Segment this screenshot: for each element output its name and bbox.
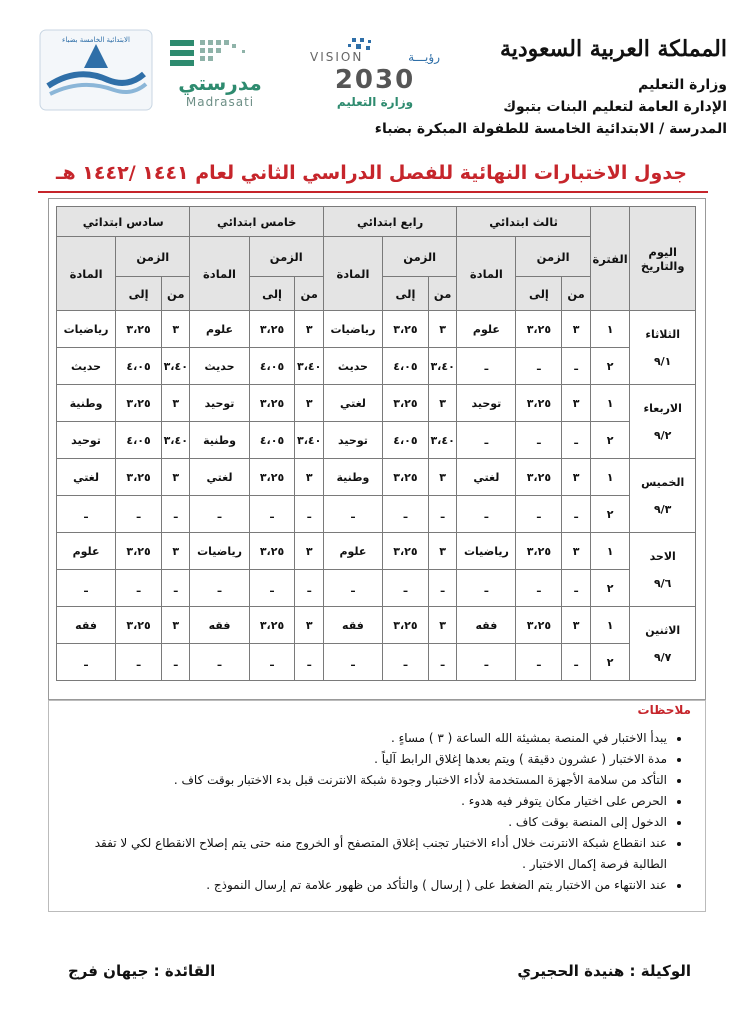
- document-header: [0, 22, 743, 150]
- madrasati-english: Madrasati: [185, 95, 255, 109]
- table-row: [57, 607, 696, 644]
- day-name: الاحد: [649, 549, 676, 563]
- day-date-cell: [630, 459, 696, 533]
- ministry-logo-text: وزارة التعليم: [336, 95, 414, 109]
- to-time-cell: ـ: [116, 570, 162, 607]
- subject-cell: رياضيات: [190, 533, 249, 570]
- title-underline: [38, 191, 708, 193]
- subject-cell: ـ: [190, 496, 249, 533]
- day-date: ٩/٢: [653, 428, 672, 442]
- from-time-cell: ٣: [562, 459, 590, 496]
- madrasati-logo: [160, 36, 280, 116]
- subject-cell: ـ: [57, 570, 116, 607]
- subject-cell: توحيد: [190, 385, 249, 422]
- table-row: [57, 385, 696, 422]
- subject-cell: ـ: [190, 644, 249, 681]
- to-time-cell: ـ: [249, 570, 295, 607]
- from-time-cell: ـ: [428, 644, 456, 681]
- to-time-cell: ٣،٢٥: [382, 459, 428, 496]
- to-time-cell: ـ: [249, 496, 295, 533]
- from-time-cell: ـ: [162, 570, 190, 607]
- from-time-cell: ٣: [428, 607, 456, 644]
- subject-cell: ـ: [190, 570, 249, 607]
- subject-cell: ـ: [323, 570, 382, 607]
- madrasati-arabic: مدرستي: [178, 71, 262, 95]
- day-date: ٩/٦: [653, 576, 672, 590]
- to-time-cell: ٣،٢٥: [116, 459, 162, 496]
- from-time-cell: ٣: [295, 311, 323, 348]
- table-row: [57, 533, 696, 570]
- from-time-cell: ٣: [428, 385, 456, 422]
- subject-cell: علوم: [190, 311, 249, 348]
- document-title: جدول الاختبارات النهائية للفصل الدراسي الثاني لعام ١٤٤١ /١٤٤٢ هـ: [56, 162, 687, 184]
- to-time-cell: ٣،٢٥: [382, 311, 428, 348]
- to-time-cell: ٤،٠٥: [382, 422, 428, 459]
- note-item: • عند الانتهاء من الاختبار يتم الضغط على ( إرسال ) والتأكد من ظهور علامة تم إرسال النموذج .: [57, 875, 667, 896]
- to-time-cell: ٣،٢٥: [516, 385, 562, 422]
- subject-cell: لغتي: [190, 459, 249, 496]
- table-row: [57, 570, 696, 607]
- period-cell: ١: [590, 607, 630, 644]
- time-header: الزمن: [516, 237, 590, 277]
- subject-cell: ـ: [57, 644, 116, 681]
- from-time-cell: ٣،٤٠: [428, 348, 456, 385]
- subject-cell: فقه: [190, 607, 249, 644]
- to-time-cell: ـ: [516, 348, 562, 385]
- subject-cell: ـ: [457, 422, 516, 459]
- deputy-signature: الوكيلة : هنيدة الحجيري: [517, 962, 691, 980]
- subject-cell: ـ: [457, 496, 516, 533]
- to-time-cell: ـ: [516, 570, 562, 607]
- from-time-cell: ٣: [428, 459, 456, 496]
- day-date-cell: [630, 311, 696, 385]
- day-date-header: اليوم والتاريخ: [630, 207, 696, 311]
- day-date: ٩/١: [653, 354, 672, 368]
- to-time-cell: ٣،٢٥: [516, 311, 562, 348]
- period-header: الفترة: [590, 207, 630, 311]
- subject-header: المادة: [57, 237, 116, 311]
- to-time-cell: ٤،٠٥: [116, 422, 162, 459]
- from-time-cell: ـ: [162, 644, 190, 681]
- school-logo: [38, 28, 154, 112]
- period-cell: ٢: [590, 348, 630, 385]
- subject-cell: رياضيات: [57, 311, 116, 348]
- from-header: من: [562, 277, 590, 311]
- from-time-cell: ـ: [428, 496, 456, 533]
- from-time-cell: ٣،٤٠: [162, 348, 190, 385]
- period-cell: ٢: [590, 570, 630, 607]
- subject-cell: ـ: [323, 644, 382, 681]
- note-item: • مدة الاختبار ( عشرون دقيقة ) ويتم بعدها إغلاق الرابط آلياً .: [57, 749, 667, 770]
- period-cell: ٢: [590, 496, 630, 533]
- exam-schedule-table: [56, 206, 696, 681]
- to-time-cell: ـ: [516, 422, 562, 459]
- from-time-cell: ٣،٤٠: [295, 422, 323, 459]
- to-time-cell: ـ: [116, 496, 162, 533]
- kingdom-title: المملكة العربية السعودية: [499, 36, 727, 62]
- period-cell: ٢: [590, 644, 630, 681]
- principal-signature: القائدة : جيهان فرج: [68, 962, 216, 980]
- from-header: من: [428, 277, 456, 311]
- day-date: ٩/٧: [653, 650, 672, 664]
- to-time-cell: ٣،٢٥: [516, 607, 562, 644]
- from-header: من: [162, 277, 190, 311]
- from-time-cell: ٣: [162, 459, 190, 496]
- vision-arabic: رؤيـــة: [408, 50, 440, 64]
- subject-cell: رياضيات: [457, 533, 516, 570]
- subject-cell: ـ: [57, 496, 116, 533]
- from-time-cell: ٣،٤٠: [428, 422, 456, 459]
- subject-cell: ـ: [323, 496, 382, 533]
- to-time-cell: ٤،٠٥: [249, 348, 295, 385]
- subject-cell: توحيد: [457, 385, 516, 422]
- to-time-cell: ـ: [516, 496, 562, 533]
- from-time-cell: ٣: [428, 311, 456, 348]
- period-cell: ١: [590, 385, 630, 422]
- subject-cell: حديث: [190, 348, 249, 385]
- to-time-cell: ـ: [516, 644, 562, 681]
- grade-header: سادس ابتدائي: [57, 207, 190, 237]
- directorate-line: الإدارة العامة لتعليم البنات بتبوك: [503, 99, 727, 115]
- subject-cell: ـ: [457, 348, 516, 385]
- from-time-cell: ٣: [162, 385, 190, 422]
- to-time-cell: ٤،٠٥: [249, 422, 295, 459]
- to-time-cell: ـ: [382, 496, 428, 533]
- period-cell: ٢: [590, 422, 630, 459]
- from-time-cell: ٣: [295, 607, 323, 644]
- to-time-cell: ٣،٢٥: [116, 311, 162, 348]
- from-time-cell: ٣: [162, 533, 190, 570]
- period-cell: ١: [590, 533, 630, 570]
- to-time-cell: ـ: [116, 644, 162, 681]
- day-name: الاثنين: [645, 623, 681, 637]
- grade-header: رابع ابتدائي: [323, 207, 456, 237]
- to-header: إلى: [249, 277, 295, 311]
- day-date-cell: [630, 533, 696, 607]
- subject-cell: علوم: [57, 533, 116, 570]
- grade-header: خامس ابتدائي: [190, 207, 323, 237]
- day-date-cell: [630, 385, 696, 459]
- subject-cell: لغتي: [57, 459, 116, 496]
- day-name: الاربعاء: [643, 401, 682, 415]
- to-time-cell: ٣،٢٥: [116, 607, 162, 644]
- subject-header: المادة: [190, 237, 249, 311]
- day-name: الثلاثاء: [645, 327, 680, 341]
- note-item: • الحرص على اختيار مكان يتوفر فيه هدوء .: [57, 791, 667, 812]
- from-time-cell: ٣: [295, 385, 323, 422]
- from-time-cell: ٣: [428, 533, 456, 570]
- from-time-cell: ـ: [562, 570, 590, 607]
- vision-2030-logo: [300, 34, 450, 114]
- to-time-cell: ـ: [249, 644, 295, 681]
- notes-list: [57, 728, 685, 896]
- subject-cell: توحيد: [323, 422, 382, 459]
- table-row: [57, 311, 696, 348]
- from-time-cell: ـ: [562, 644, 590, 681]
- time-header: الزمن: [249, 237, 323, 277]
- from-time-cell: ـ: [295, 496, 323, 533]
- subject-cell: لغتي: [323, 385, 382, 422]
- to-header: إلى: [382, 277, 428, 311]
- to-time-cell: ٣،٢٥: [249, 607, 295, 644]
- to-time-cell: ٣،٢٥: [249, 385, 295, 422]
- subject-cell: ـ: [457, 644, 516, 681]
- time-header: الزمن: [382, 237, 456, 277]
- from-time-cell: ـ: [562, 422, 590, 459]
- from-time-cell: ٣: [162, 311, 190, 348]
- to-time-cell: ٣،٢٥: [382, 385, 428, 422]
- subject-cell: فقه: [457, 607, 516, 644]
- from-time-cell: ـ: [295, 570, 323, 607]
- subject-cell: وطنية: [57, 385, 116, 422]
- grade-header: ثالث ابتدائي: [457, 207, 590, 237]
- to-time-cell: ٣،٢٥: [116, 385, 162, 422]
- to-header: إلى: [516, 277, 562, 311]
- from-time-cell: ٣: [562, 385, 590, 422]
- from-time-cell: ـ: [562, 496, 590, 533]
- table-row: [57, 644, 696, 681]
- subject-cell: حديث: [323, 348, 382, 385]
- subject-cell: لغتي: [457, 459, 516, 496]
- from-time-cell: ـ: [562, 348, 590, 385]
- from-time-cell: ـ: [295, 644, 323, 681]
- notes-title: ملاحظات: [637, 703, 691, 717]
- table-row: [57, 422, 696, 459]
- table-row: [57, 496, 696, 533]
- to-time-cell: ٣،٢٥: [249, 311, 295, 348]
- note-item: • يبدأ الاختبار في المنصة بمشيئة الله الساعة ( ٣ ) مساءٍ .: [57, 728, 667, 749]
- period-cell: ١: [590, 459, 630, 496]
- from-time-cell: ٣: [562, 311, 590, 348]
- from-time-cell: ٣،٤٠: [162, 422, 190, 459]
- to-time-cell: ٣،٢٥: [516, 533, 562, 570]
- table-row: [57, 348, 696, 385]
- ministry-line: وزارة التعليم: [638, 77, 727, 93]
- from-time-cell: ٣: [295, 533, 323, 570]
- to-header: إلى: [116, 277, 162, 311]
- period-cell: ١: [590, 311, 630, 348]
- vision-year: 2030: [334, 65, 416, 95]
- to-time-cell: ٣،٢٥: [249, 533, 295, 570]
- subject-header: المادة: [323, 237, 382, 311]
- subject-cell: حديث: [57, 348, 116, 385]
- to-time-cell: ٤،٠٥: [116, 348, 162, 385]
- to-time-cell: ـ: [382, 570, 428, 607]
- from-time-cell: ٣: [295, 459, 323, 496]
- vision-text: VISION: [310, 50, 364, 64]
- note-item: • التأكد من سلامة الأجهزة المستخدمة لأداء الاختبار وجودة شبكة الانترنت قبل بدء الاختبار بوقت كاف .: [57, 770, 667, 791]
- note-item: • عند انقطاع شبكة الانترنت خلال أداء الاختبار تجنب إغلاق المتصفح أو الخروج منه حتى يتم إصلاح الانقطاع لكي لا تفقد الطالبة فرصة إكمال الاختبار .: [57, 833, 667, 875]
- subject-cell: رياضيات: [323, 311, 382, 348]
- subject-cell: وطنية: [323, 459, 382, 496]
- time-header: الزمن: [116, 237, 190, 277]
- note-item: • الدخول إلى المنصة بوقت كاف .: [57, 812, 667, 833]
- day-date: ٩/٣: [653, 502, 672, 516]
- subject-cell: ـ: [457, 570, 516, 607]
- to-time-cell: ٣،٢٥: [249, 459, 295, 496]
- subject-cell: علوم: [457, 311, 516, 348]
- to-time-cell: ٤،٠٥: [382, 348, 428, 385]
- to-time-cell: ٣،٢٥: [116, 533, 162, 570]
- from-time-cell: ـ: [162, 496, 190, 533]
- to-time-cell: ٣،٢٥: [382, 533, 428, 570]
- subject-cell: توحيد: [57, 422, 116, 459]
- subject-cell: وطنية: [190, 422, 249, 459]
- subject-header: المادة: [457, 237, 516, 311]
- from-header: من: [295, 277, 323, 311]
- to-time-cell: ـ: [382, 644, 428, 681]
- to-time-cell: ٣،٢٥: [382, 607, 428, 644]
- from-time-cell: ٣: [562, 533, 590, 570]
- table-row: [57, 459, 696, 496]
- day-name: الخميس: [641, 475, 685, 489]
- day-date-cell: [630, 607, 696, 681]
- school-line: المدرسة / الابتدائية الخامسة للطفولة المبكرة بضباء: [374, 121, 727, 137]
- from-time-cell: ٣: [562, 607, 590, 644]
- subject-cell: علوم: [323, 533, 382, 570]
- subject-cell: فقه: [57, 607, 116, 644]
- to-time-cell: ٣،٢٥: [516, 459, 562, 496]
- subject-cell: فقه: [323, 607, 382, 644]
- from-time-cell: ٣: [162, 607, 190, 644]
- from-time-cell: ـ: [428, 570, 456, 607]
- from-time-cell: ٣،٤٠: [295, 348, 323, 385]
- school-logo-text: الابتدائية الخامسة بضباء: [62, 36, 130, 44]
